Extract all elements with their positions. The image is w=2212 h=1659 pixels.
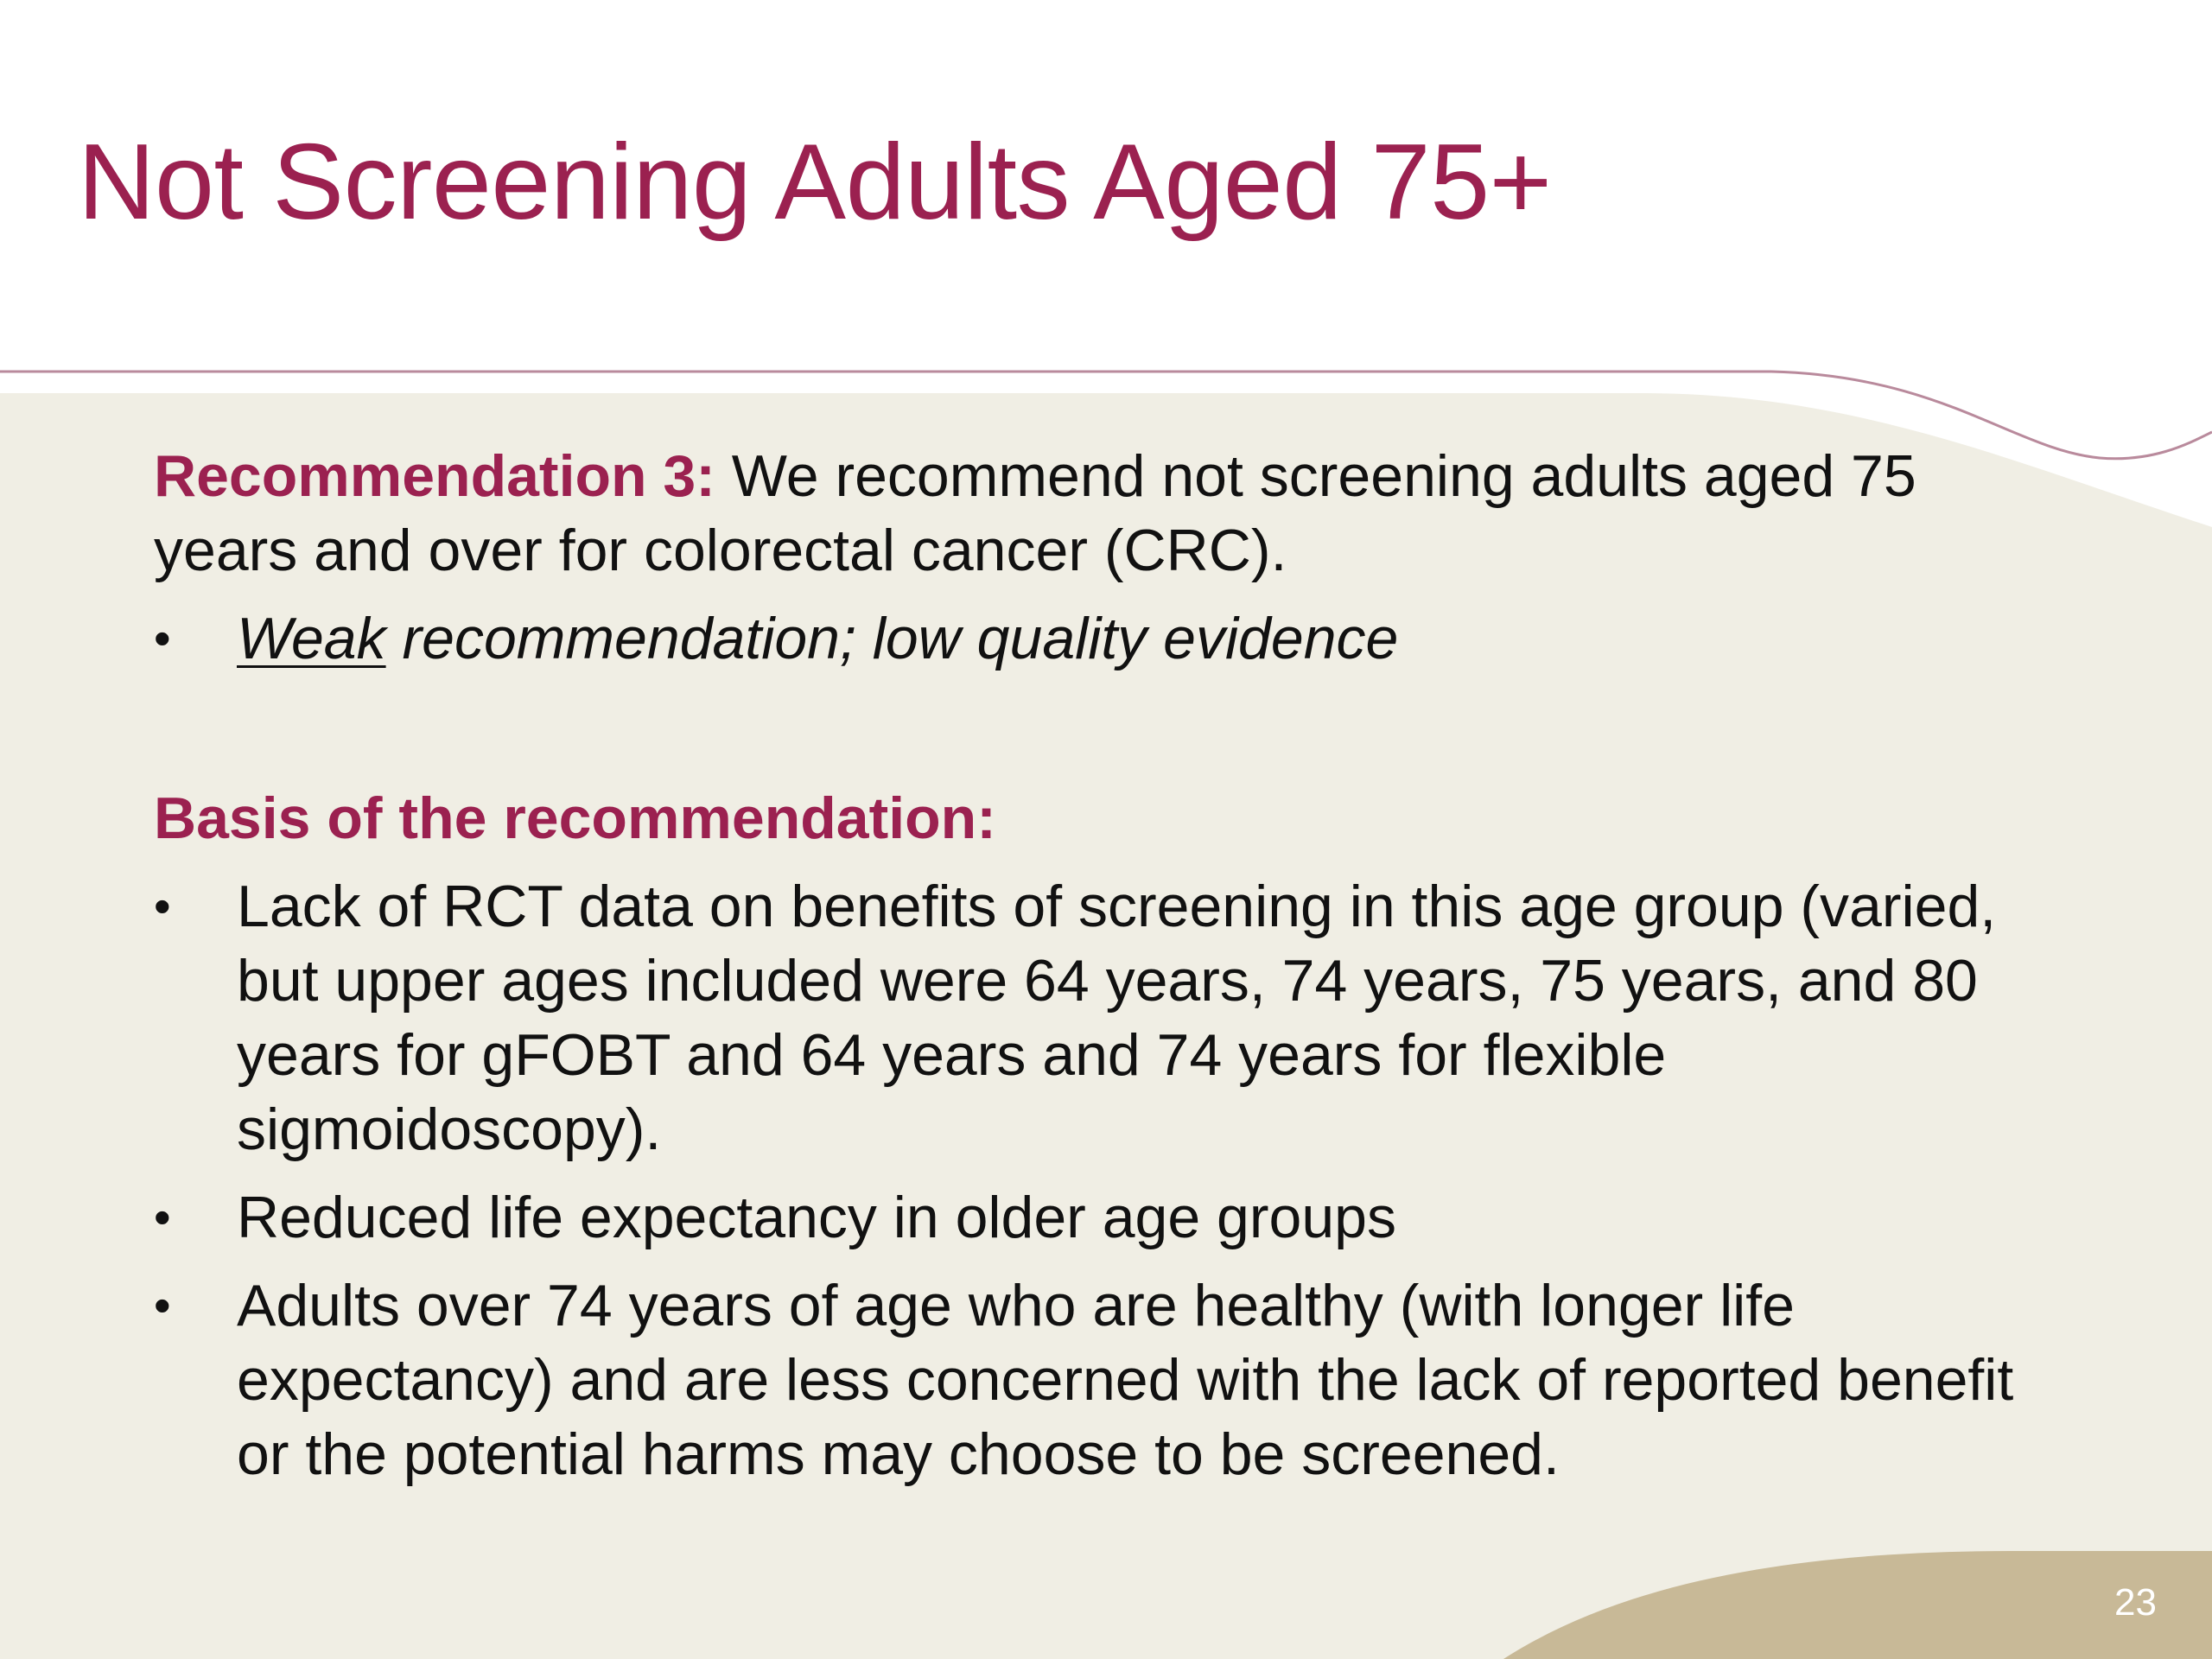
page-title: Not Screening Adults Aged 75+: [78, 123, 1552, 242]
basis-item-text: Reduced life expectancy in older age groups: [237, 1185, 1396, 1250]
bullet-icon: •: [154, 611, 171, 665]
bullet-icon: •: [154, 1278, 171, 1332]
recommendation-text: We recommend not screening adults aged 75 years and over for colorectal cancer (CRC).: [154, 443, 1916, 583]
list-item: [154, 869, 2037, 1166]
slide-content: [154, 439, 2037, 1505]
recommendation-strength-list: [154, 601, 2037, 676]
list-item: [154, 1180, 2037, 1255]
basis-heading: Basis of the recommendation:: [154, 785, 996, 851]
strength-rest: recommendation; low quality evidence: [385, 606, 1399, 671]
recommendation-paragraph: [154, 439, 2037, 588]
recommendation-label: Recommendation 3:: [154, 443, 715, 509]
basis-item-text: Adults over 74 years of age who are healthy (with longer life expectancy) and are less concerned with the lack of reported benefit or the potential harms may choose to be screened.: [237, 1273, 2014, 1487]
strength-word: Weak: [237, 606, 386, 671]
list-item: [154, 1268, 2037, 1491]
page-number: 23: [2114, 1581, 2157, 1624]
bullet-icon: •: [154, 879, 171, 933]
basis-list: [154, 869, 2037, 1491]
recommendation-strength: [237, 606, 1398, 671]
bullet-icon: •: [154, 1190, 171, 1244]
list-item: [154, 601, 2037, 676]
basis-item-text: Lack of RCT data on benefits of screening in this age group (varied, but upper ages included were 64 years, 74 years, 75 years, and 80 years for gFOBT and 64 years and 74 years for flexible sigmoidoscopy).: [237, 874, 1997, 1162]
